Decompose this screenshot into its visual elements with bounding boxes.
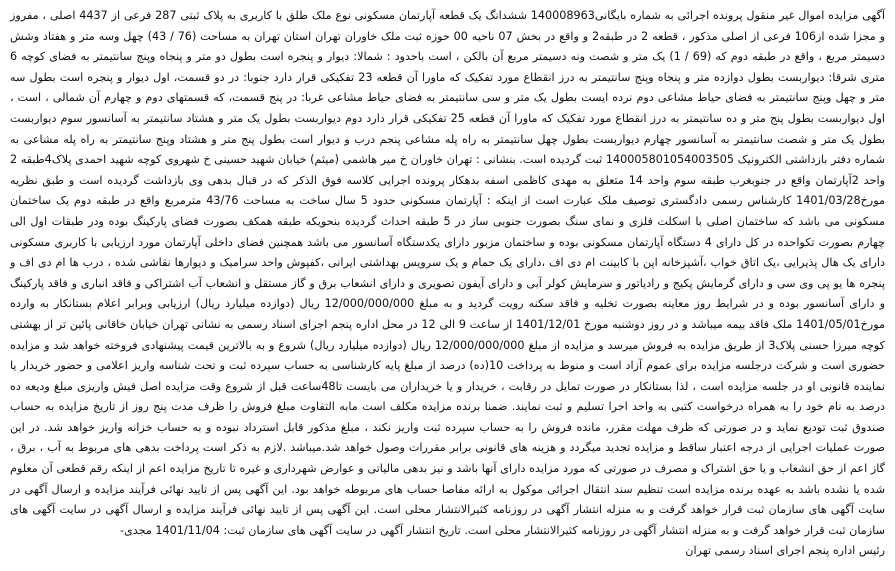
notice-signature: رئیس اداره پنجم اجرای اسناد رسمی تهران (685, 544, 885, 558)
notice-body-text: آگهی مزایده اموال غیر منقول پرونده اجرائی به شماره بایگانی140008963 ششدانگ یک قطعه آپارتمان مسکونی نوع ملک طلق با کاربری به پلاک ثبتی 287 فرعی از 4437 اصلی ، مفروز و مجزا شده از106 فرعی از اصلی مذکور ، قطعه 2 در طبقه2 و واقع در بخش 07 ناحیه 00 حوزه ثبت ملک خاوران تهران استان تهران به مساحت (76 / 43) چهل وسه متر و هفتاد وشش دسیمتر مربع ، واقع در طبقه دوم که (69 / 1) یک متر و شصت ونه دسیمتر مربع آن بالکن ، است باحدود : شمالا: دیوار و پنجره است بطول دو متر و پنجاه وپنج سانتیمتر به فضای کوچه 6 متری شرقا: دیواربست بطول دوازده متر و پنجاه وپنج سانتیمتر به درز انقطاع مورد تفکیک که ماورا آن قطعه 23 تفکیکی قرار دارد جنوبا: در دو قسمت، اول دیوار و پنجره است بطول سه متر و چهل وپنج سانتیمتر به فضای حیاط مشاعی دوم نرده ایست بطول یک متر و سی سانتیمتر به فضای حیاط مشاعی غربا: در پنج قسمت، که قسمتهای دوم و چهارم آن شمالی ، است ، اول دیواربست بطول پنج متر و ده سانتیمتر به درز انقطاع مورد تفکیک که ماورا آن قطعه 25 تفکیکی قرار دارد دوم دیواربست بطول یک متر و هشتاد سانتیمتر به آسانسور سوم دیواربست بطول یک متر و شصت سانتیمتر به آسانسور چهارم دیواربست بطول چهل سانتیمتر به راه پله مشاعی پنجم درب و دیوار است بطول پنج متر و هشتاد وپنج سانتیمتر به راه پله مشاعی به شماره دفتر بازداشتی الکترونیک 140005801054003505 ثبت گردیده است. بنشانی : تهران خاوران خ میر هاشمی (میثم) خیابان شهید حسینی خ شهروی کوچه شهید احمدی پلاک4طبقه 2 واحد 2آپارتمان واقع در جنوبغرب طبقه سوم واحد 14 متعلق به مهدی کاظمی اسفه بدهکار پرونده اجرایی کلاسه فوق الذکر که در قبال بدهی وی بازداشت گردیده است و طبق نظریه مورخ1401/03/28 کارشناس رسمی دادگستری توصیف ملک عبارت است از اینکه : آپارتمان مسکونی حدود 5 سال ساخت به مساحت 43/76 مترمربع واقع در طبقه دوم یک ساختمان مسکونی می باشد که ساختمان اصلی با اسکلت فلزی و نمای سنگ بصورت جنوبی ساز در 5 طبقه احداث گردیده بنحویکه طبقه همکف بصورت فضای پارکینگ بوده ودر طبقات اول الی چهارم بصورت تکواحده در کل دارای 4 دستگاه آپارتمان مسکونی بوده و ساختمان مزبور دارای یکدستگاه آسانسور می باشد همچنین فضای داخلی آپارتمان مورد ارزیابی با کاربری مسکونی دارای یک هال پذیرایی ،یک اتاق خواب ،آشپزخانه اپن با کابینت ام دی اف ،دارای یک حمام و یک سرویس بهداشتی ایرانی ،کفپوش واحد سرامیک و دیوارها نقاشی شده ، درب ها ام دی اف و پنجره ها یو پی وی سی و دارای گرمایش پکیج و رادیاتور و سرمایش کولر آبی و دارای آیفون تصویری و دارای انشعاب برق و گاز مستقل و انشعاب آب اشتراکی و فاقد انباری و فاقد پارکینگ و دارای آسانسور بوده و در شرایط روز معاینه بصورت تخلیه و فاقد سکنه رویت گردید و به مبلغ 12/000/000/000 ریال (دوازده میلیارد ریال) ارزیابی وبرابر اعلام بستانکار به وارده مورخ1401/05/01 ملک فاقد بیمه میباشد و در روز دوشنبه مورخ 1401/12/01 از ساعت 9 الی 12 در محل اداره پنجم اجرای اسناد رسمی به نشانی تهران خیابان خاقانی پائین تر از بهشتی کوچه میرزا حسنی پلاک3 از طریق مزایده به فروش میرسد و مزایده از مبلغ 12/000/000/000 ریال (دوازده میلیارد ریال) شروع و به بالاترین قیمت پیشنهادی فروخته خواهد شد و مزایده حضوری است و شرکت درجلسه مزایده برای عموم آزاد است و منوط به پرداخت 10(ده) درصد از مبلغ پایه کارشناسی به حساب سپرده ثبت و تحت شناسه واریز اعلامی و حضور خریدار یا نماینده قانونی او در جلسه مزایده است ، لذا بستانکار در صورت تمایل در رقابت ، خریدار و یا خریداران می بایست تا48ساعت قبل از شروع وقت مزایده اصل فیش واریزی مبلغ ودیعه ده درصد به نام خود را به همراه درخواست کتبی به واحد اجرا تسلیم و ثبت نمایند. ضمنا برنده مزایده مکلف است مابه التفاوت مبلغ فروش را ظرف مدت پنج روز از تاریخ مزایده به حساب صندوق ثبت تودیع نماید و در صورتی که ظرف مهلت مقرر، مانده فروش را به حساب سپرده ثبت واریز نکند ، مبلغ مذکور قابل استرداد نبوده و به حساب خزانه واریز خواهد شد. در این صورت عملیات اجرایی از درجه اعتبار ساقط و مزایده تجدید میگردد و هزینه های قانونی برابر مقررات وصول خواهد شد.میباشد .لازم به ذکر است پرداخت بدهی های مربوط به آب ، برق ، گاز اعم از حق انشعاب و یا حق اشتراک و مصرف در صورتی که مورد مزایده دارای آنها باشد و نیز بدهی مالیاتی و عوارض شهرداری و غیره تا تاریخ مزایده اعم از اینکه رقم قطعی آن معلوم شده یا نشده باشد به عهده برنده مزایده است تنظیم سند انتقال اجرائی موکول به ارائه مفاصا حساب های مربوطه خواهد بود. این آگهی پس از تایید نهائی فرآیند مزایده و ارسال آگهی در سایت آگهی های سازمان ثبت قرار خواهد گرفت و به منزله انتشار آگهی در روزنامه کثیرالانتشار محلی است. این آگهی پس از تایید نهائی فرآیند مزایده و ارسال آگهی در سایت آگهی های سازمان ثبت قرار خواهد گرفت و به منزله انتشار آگهی در روزنامه کثیرالانتشار محلی است. تاریخ انتشار آگهی در سایت آگهی های سازمان ثبت: 1401/11/04 مجدی- (10, 9, 886, 537)
